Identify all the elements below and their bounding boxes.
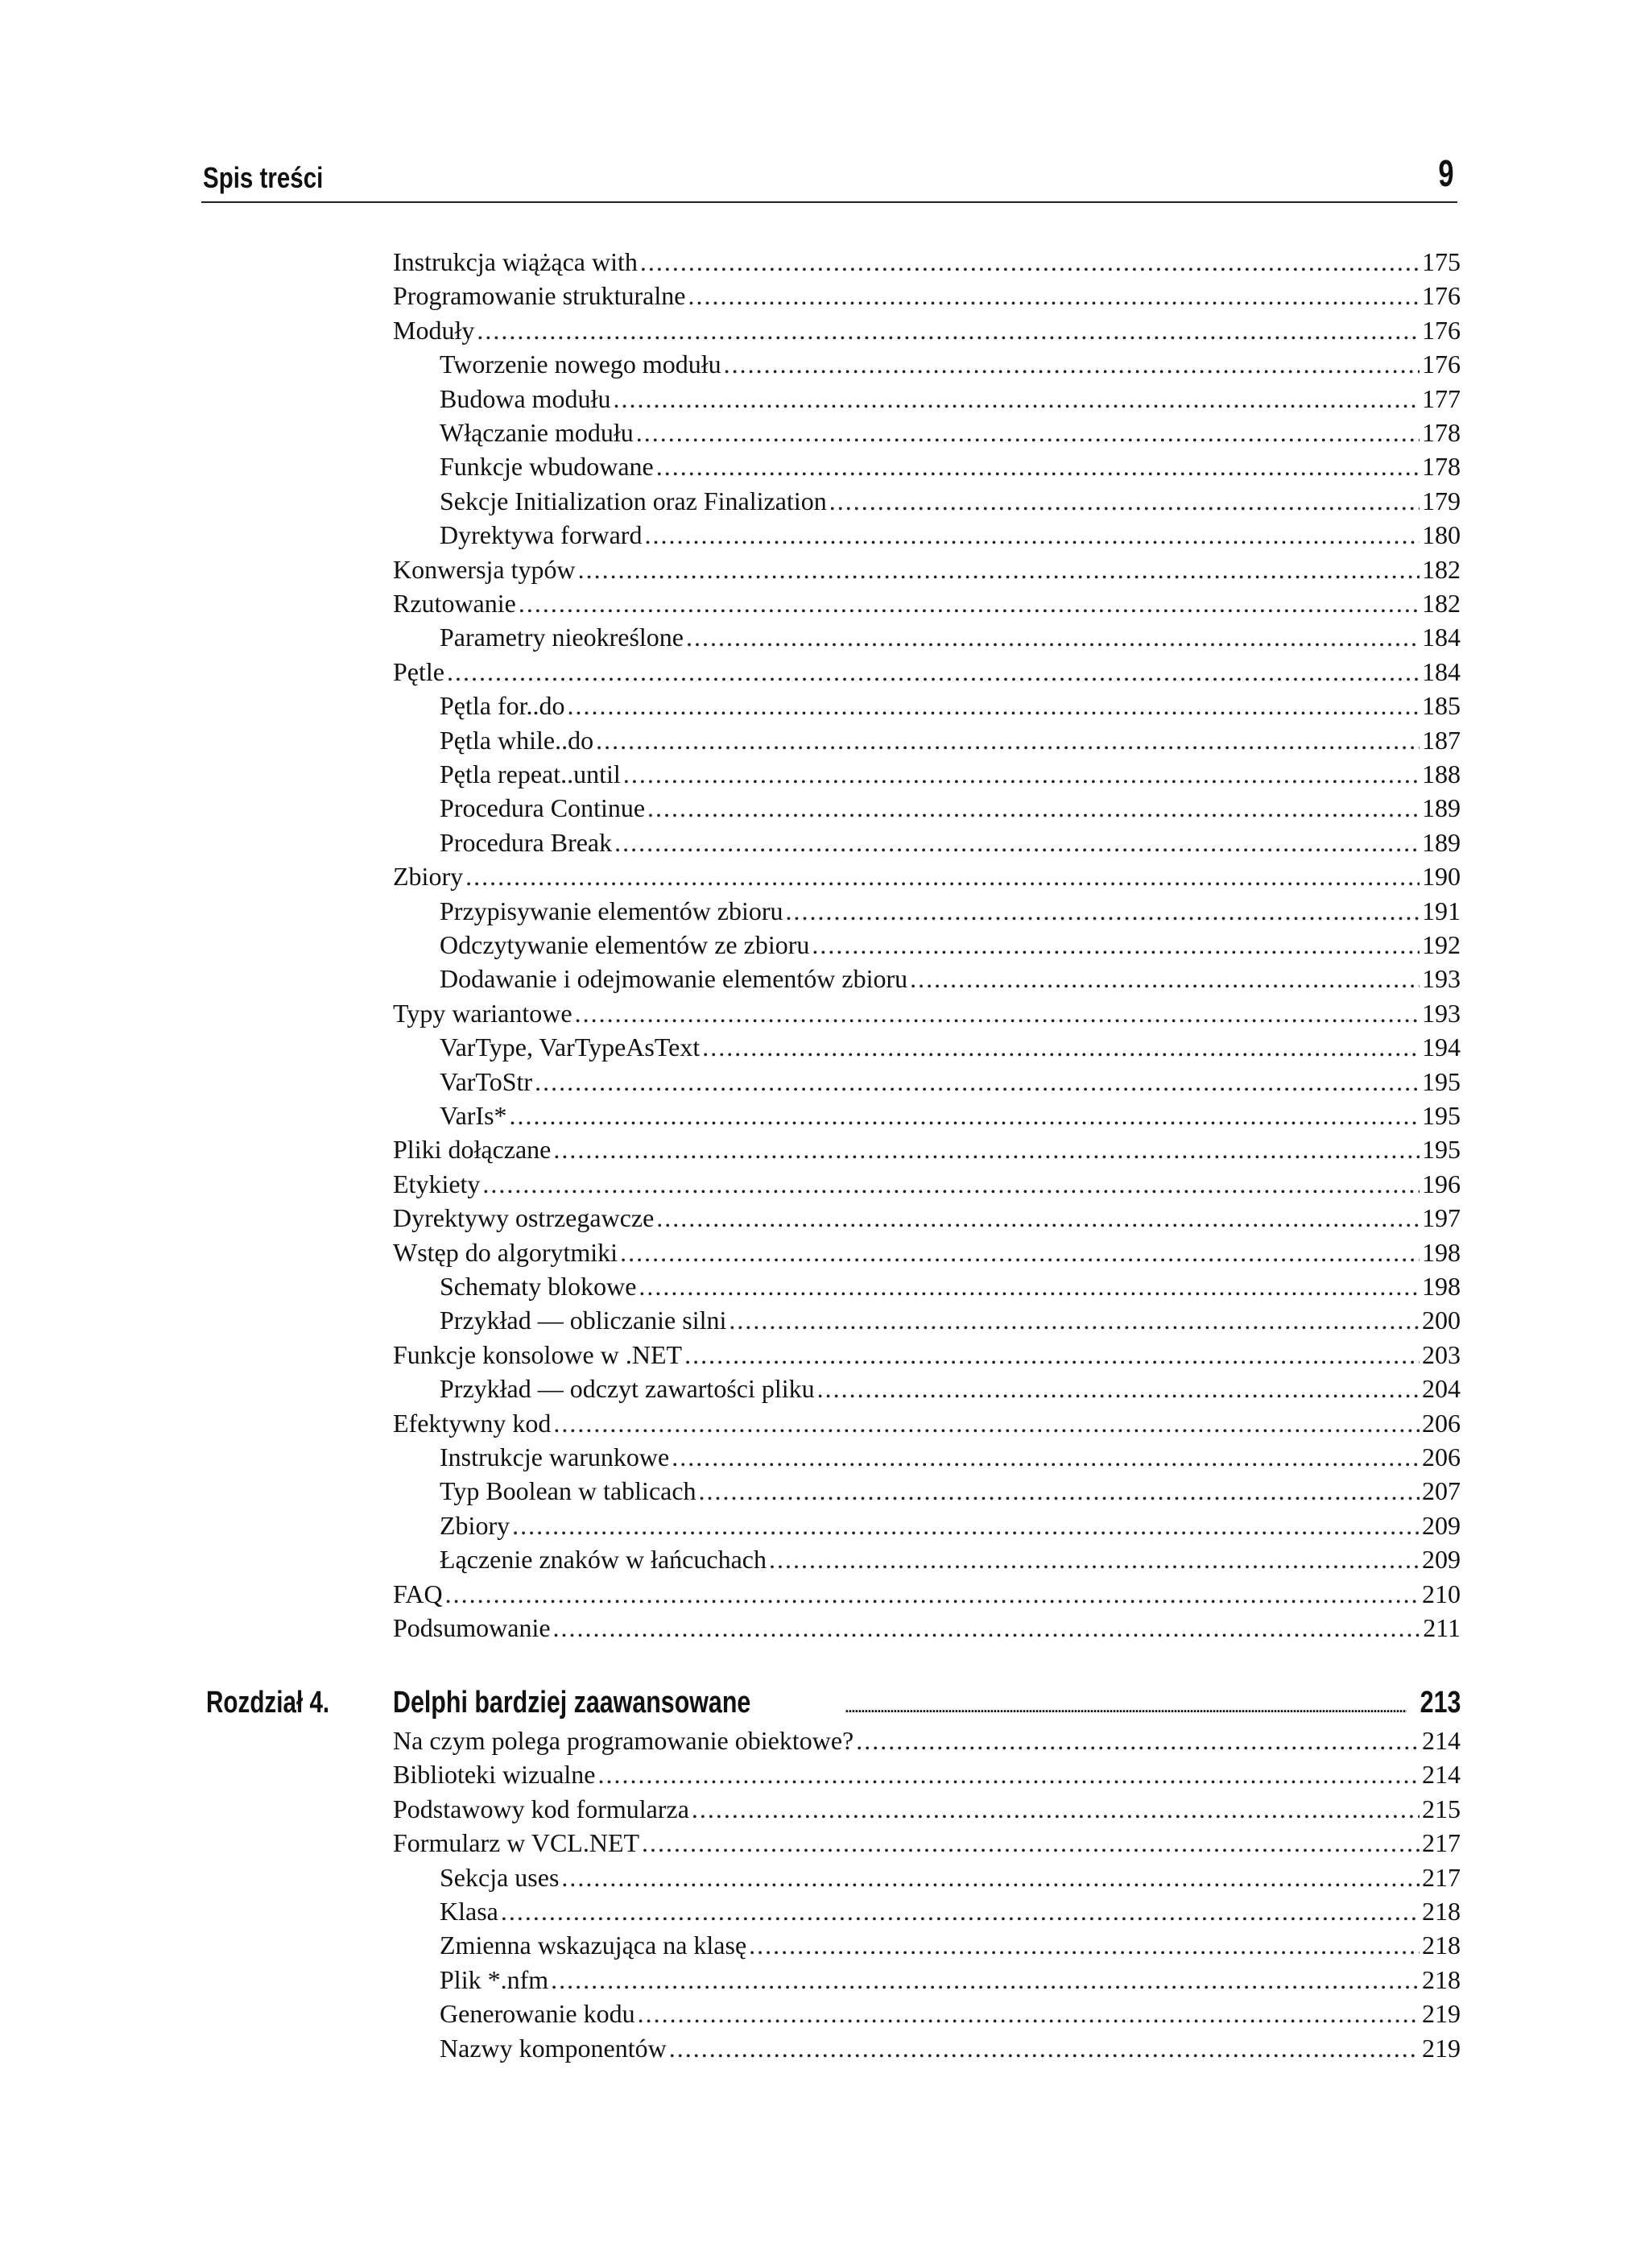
dot-leader bbox=[699, 1474, 1420, 1508]
toc-entry bbox=[393, 1132, 1461, 1166]
toc-entry-title: Przykład — obliczanie silni bbox=[440, 1306, 727, 1335]
toc-entry bbox=[393, 1611, 1461, 1645]
dot-leader bbox=[640, 245, 1420, 279]
toc-entry-page: 189 bbox=[1422, 827, 1461, 857]
toc-entry bbox=[393, 1201, 1461, 1235]
toc-entry bbox=[440, 2031, 1461, 2065]
dot-leader bbox=[656, 449, 1420, 483]
toc-entry-title: Moduły bbox=[393, 315, 475, 345]
toc-entry-title: Plik *.nfm bbox=[440, 1964, 549, 1994]
dot-leader bbox=[535, 1065, 1420, 1099]
toc-entry bbox=[393, 996, 1461, 1030]
toc-entry-page: 188 bbox=[1422, 759, 1461, 788]
chapter-heading bbox=[201, 1677, 1461, 1725]
toc-entry-title: VarType, VarTypeAsText bbox=[440, 1033, 701, 1062]
toc-entry-title: Sekcje Initialization oraz Finalization bbox=[440, 486, 827, 515]
dot-leader bbox=[575, 996, 1420, 1030]
toc-entry-title: Parametry nieokreślone bbox=[440, 623, 684, 652]
dot-leader bbox=[596, 723, 1420, 757]
toc-entry-page: 197 bbox=[1422, 1203, 1461, 1233]
toc-entry-page: 184 bbox=[1422, 623, 1461, 652]
toc-entry-page: 194 bbox=[1422, 1033, 1461, 1062]
dot-leader bbox=[724, 347, 1420, 381]
toc-entry-page: 218 bbox=[1422, 1897, 1461, 1926]
dot-leader bbox=[553, 1132, 1420, 1166]
toc-entry-page: 217 bbox=[1422, 1828, 1461, 1858]
toc-entry-page: 182 bbox=[1422, 554, 1461, 584]
toc-entry-page: 203 bbox=[1422, 1339, 1461, 1369]
dot-leader bbox=[561, 1860, 1420, 1894]
toc-entry-title: Etykiety bbox=[393, 1169, 481, 1198]
toc-entry bbox=[440, 894, 1461, 928]
toc-entry bbox=[440, 382, 1461, 416]
toc-entry bbox=[393, 1757, 1461, 1791]
toc-entry-page: 214 bbox=[1422, 1760, 1461, 1790]
chapter-dot-leader bbox=[845, 1699, 1406, 1716]
toc-entry bbox=[440, 1894, 1461, 1928]
toc-entry-page: 178 bbox=[1422, 452, 1461, 482]
toc-entry bbox=[440, 1963, 1461, 1997]
dot-leader bbox=[910, 962, 1420, 995]
toc-entry-page: 187 bbox=[1422, 725, 1461, 755]
toc-entry-page: 198 bbox=[1422, 1272, 1461, 1301]
toc-entry bbox=[393, 1826, 1461, 1860]
toc-entry-page: 184 bbox=[1422, 656, 1461, 686]
toc-entry-page: 192 bbox=[1422, 930, 1461, 959]
toc-entry-title: Pętla while..do bbox=[440, 725, 594, 755]
dot-leader bbox=[638, 1997, 1420, 2030]
toc-entry bbox=[440, 757, 1461, 791]
toc-entry bbox=[393, 245, 1461, 279]
chapter-title: Delphi bardziej zaawansowane bbox=[393, 1686, 751, 1720]
toc-entry-page: 195 bbox=[1422, 1101, 1461, 1130]
chapter-label: Rozdział 4. bbox=[206, 1686, 330, 1720]
toc-entry-page: 176 bbox=[1422, 315, 1461, 345]
toc-entry-page: 218 bbox=[1422, 1964, 1461, 1994]
toc-entry-page: 177 bbox=[1422, 383, 1461, 413]
toc-entry bbox=[393, 1338, 1461, 1372]
dot-leader bbox=[620, 1235, 1420, 1269]
toc-entry bbox=[440, 826, 1461, 859]
toc-entry bbox=[393, 553, 1461, 586]
toc-entry-title: Pętle bbox=[393, 656, 444, 686]
toc-entry-title: Budowa modułu bbox=[440, 383, 611, 413]
running-header-title: Spis treści bbox=[203, 161, 324, 194]
toc-entry-title: Przykład — odczyt zawartości pliku bbox=[440, 1374, 815, 1404]
toc-entry bbox=[393, 655, 1461, 689]
toc-entry-page: 210 bbox=[1422, 1579, 1461, 1608]
toc-entry-title: FAQ bbox=[393, 1579, 443, 1608]
toc-entry bbox=[440, 449, 1461, 483]
toc-entry-title: Dyrektywy ostrzegawcze bbox=[393, 1203, 655, 1233]
toc-entry-page: 176 bbox=[1422, 281, 1461, 311]
toc-entry-title: Typ Boolean w tablicach bbox=[440, 1476, 696, 1506]
toc-entry-title: Klasa bbox=[440, 1897, 498, 1926]
toc-entry-title: Zbiory bbox=[393, 862, 464, 892]
dot-leader bbox=[501, 1894, 1420, 1928]
toc-entry bbox=[440, 1474, 1461, 1508]
toc-entry-title: Zmienna wskazująca na klasę bbox=[440, 1931, 747, 1960]
dot-leader bbox=[829, 484, 1420, 518]
toc-entry-title: Typy wariantowe bbox=[393, 998, 572, 1028]
toc-entry-title: Podstawowy kod formularza bbox=[393, 1794, 689, 1823]
toc-entry-title: VarIs* bbox=[440, 1101, 507, 1130]
toc-entry-title: Podsumowanie bbox=[393, 1613, 551, 1642]
dot-leader bbox=[598, 1757, 1420, 1791]
dot-leader bbox=[447, 655, 1420, 689]
dot-leader bbox=[688, 279, 1420, 312]
toc-entry bbox=[393, 1724, 1461, 1757]
toc-entry-page: 190 bbox=[1422, 862, 1461, 892]
toc-entry-page: 179 bbox=[1422, 486, 1461, 515]
toc-entry-page: 209 bbox=[1422, 1510, 1461, 1540]
dot-leader bbox=[519, 586, 1420, 620]
dot-leader bbox=[613, 382, 1420, 416]
toc-entry-title: Instrukcje warunkowe bbox=[440, 1442, 670, 1471]
toc-entry-title: Programowanie strukturalne bbox=[393, 281, 686, 311]
toc-entry bbox=[440, 1065, 1461, 1099]
toc-entry-page: 193 bbox=[1422, 964, 1461, 994]
toc-entry-title: Funkcje konsolowe w .NET bbox=[393, 1339, 683, 1369]
toc-entry bbox=[440, 416, 1461, 449]
toc-entry-title: Nazwy komponentów bbox=[440, 2033, 667, 2063]
toc-entry-page: 211 bbox=[1423, 1613, 1461, 1642]
running-header bbox=[201, 153, 1457, 203]
toc-entry-page: 200 bbox=[1422, 1306, 1461, 1335]
dot-leader bbox=[786, 894, 1420, 928]
dot-leader bbox=[692, 1792, 1420, 1826]
toc-entry-page: 215 bbox=[1422, 1794, 1461, 1823]
toc-entry bbox=[440, 1372, 1461, 1405]
toc-entry-title: Funkcje wbudowane bbox=[440, 452, 654, 482]
dot-leader bbox=[669, 2031, 1420, 2065]
toc-entry bbox=[440, 689, 1461, 722]
dot-leader bbox=[817, 1372, 1420, 1405]
dot-leader bbox=[656, 1201, 1420, 1235]
dot-leader bbox=[644, 518, 1420, 552]
dot-leader bbox=[729, 1303, 1420, 1337]
toc-entry bbox=[393, 1792, 1461, 1826]
toc-entry-page: 198 bbox=[1422, 1237, 1461, 1267]
dot-leader bbox=[477, 313, 1420, 347]
toc-entry-page: 180 bbox=[1422, 520, 1461, 550]
dot-leader bbox=[636, 416, 1420, 449]
toc-entry bbox=[393, 313, 1461, 347]
toc-entry-title: Dodawanie i odejmowanie elementów zbioru bbox=[440, 964, 908, 994]
toc-entry-title: Włączanie modułu bbox=[440, 418, 634, 447]
dot-leader bbox=[769, 1542, 1420, 1576]
toc-entry-page: 219 bbox=[1422, 2033, 1461, 2063]
toc-entry-page: 189 bbox=[1422, 793, 1461, 823]
toc-entry bbox=[440, 1030, 1461, 1064]
dot-leader bbox=[551, 1963, 1420, 1997]
toc-entry-page: 196 bbox=[1422, 1169, 1461, 1198]
toc-entry-page: 204 bbox=[1422, 1374, 1461, 1404]
toc-entry bbox=[440, 1440, 1461, 1474]
toc-entry bbox=[393, 1577, 1461, 1611]
toc-entry-title: Odczytywanie elementów ze zbioru bbox=[440, 930, 810, 959]
toc-entry-title: Dyrektywa forward bbox=[440, 520, 643, 550]
dot-leader bbox=[445, 1577, 1420, 1611]
dot-leader bbox=[639, 1269, 1420, 1303]
toc-entry bbox=[393, 586, 1461, 620]
toc-entry bbox=[440, 1509, 1461, 1542]
toc-entry-page: 219 bbox=[1422, 1999, 1461, 2029]
toc-entry-title: Generowanie kodu bbox=[440, 1999, 635, 2029]
toc-entry bbox=[440, 518, 1461, 552]
toc-entry-title: Łączenie znaków w łańcuchach bbox=[440, 1545, 767, 1575]
toc-entry-title: Instrukcja wiążąca with bbox=[393, 247, 638, 276]
dot-leader bbox=[553, 1406, 1420, 1440]
toc-entry bbox=[440, 1860, 1461, 1894]
toc-entry-title: Przypisywanie elementów zbioru bbox=[440, 896, 783, 925]
dot-leader bbox=[623, 757, 1420, 791]
dot-leader bbox=[568, 689, 1420, 722]
toc-entry-page: 209 bbox=[1422, 1545, 1461, 1575]
toc-entry-title: Formularz w VCL.NET bbox=[393, 1828, 640, 1858]
toc-entry-title: Procedura Continue bbox=[440, 793, 646, 823]
toc-entry-title: Wstęp do algorytmiki bbox=[393, 1237, 618, 1267]
toc-entry-title: Pliki dołączane bbox=[393, 1135, 552, 1165]
toc-entry-page: 182 bbox=[1422, 589, 1461, 618]
toc-entry-page: 185 bbox=[1422, 691, 1461, 721]
toc-entry bbox=[440, 791, 1461, 825]
dot-leader bbox=[512, 1509, 1420, 1542]
toc-entry bbox=[440, 962, 1461, 995]
toc-entry-title: VarToStr bbox=[440, 1066, 533, 1096]
toc-entry-page: 217 bbox=[1422, 1862, 1461, 1892]
toc-entry bbox=[440, 1997, 1461, 2030]
toc-entry-page: 207 bbox=[1422, 1476, 1461, 1506]
toc-entry-title: Konwersja typów bbox=[393, 554, 576, 584]
toc-entry-title: Pętla for..do bbox=[440, 691, 565, 721]
toc-entry-title: Zbiory bbox=[440, 1510, 510, 1540]
toc-entry bbox=[440, 347, 1461, 381]
dot-leader bbox=[672, 1440, 1420, 1474]
toc-entry-page: 214 bbox=[1422, 1726, 1461, 1755]
toc-entry-title: Efektywny kod bbox=[393, 1408, 552, 1438]
dot-leader bbox=[553, 1611, 1421, 1645]
toc-entry bbox=[440, 484, 1461, 518]
toc-entry bbox=[440, 1099, 1461, 1132]
dot-leader bbox=[684, 1338, 1420, 1372]
dot-leader bbox=[510, 1099, 1420, 1132]
toc-entry bbox=[440, 1542, 1461, 1576]
toc-entry-title: Tworzenie nowego modułu bbox=[440, 350, 721, 379]
toc-entry-page: 175 bbox=[1422, 247, 1461, 276]
chapter-page-number: 213 bbox=[1420, 1686, 1461, 1720]
toc-entry-title: Na czym polega programowanie obiektowe? bbox=[393, 1726, 854, 1755]
toc-entry bbox=[440, 1928, 1461, 1962]
toc-entry bbox=[393, 1406, 1461, 1440]
dot-leader bbox=[482, 1167, 1420, 1201]
toc-entry bbox=[440, 723, 1461, 757]
dot-leader bbox=[647, 791, 1420, 825]
toc-entry-page: 195 bbox=[1422, 1135, 1461, 1165]
toc-entry-title: Biblioteki wizualne bbox=[393, 1760, 596, 1790]
toc-entry bbox=[440, 928, 1461, 962]
toc-entry-page: 206 bbox=[1422, 1442, 1461, 1471]
toc-entry bbox=[393, 1235, 1461, 1269]
toc-entry bbox=[440, 1303, 1461, 1337]
toc-entry-page: 178 bbox=[1422, 418, 1461, 447]
dot-leader bbox=[686, 620, 1420, 654]
dot-leader bbox=[856, 1724, 1420, 1757]
dot-leader bbox=[614, 826, 1420, 859]
dot-leader bbox=[465, 859, 1420, 893]
dot-leader bbox=[812, 928, 1420, 962]
toc-entry-title: Pętla repeat..until bbox=[440, 759, 621, 788]
toc-entry-page: 206 bbox=[1422, 1408, 1461, 1438]
toc-entry-title: Procedura Break bbox=[440, 827, 613, 857]
toc-entry bbox=[393, 859, 1461, 893]
dot-leader bbox=[702, 1030, 1420, 1064]
toc-entry-title: Sekcja uses bbox=[440, 1862, 560, 1892]
toc-entry-page: 218 bbox=[1422, 1931, 1461, 1960]
dot-leader bbox=[642, 1826, 1420, 1860]
dot-leader bbox=[749, 1928, 1420, 1962]
toc-entry bbox=[440, 1269, 1461, 1303]
dot-leader bbox=[578, 553, 1420, 586]
toc-entry-title: Rzutowanie bbox=[393, 589, 516, 618]
toc-entry-title: Schematy blokowe bbox=[440, 1272, 637, 1301]
toc-entry bbox=[440, 620, 1461, 654]
toc-entry-page: 195 bbox=[1422, 1066, 1461, 1096]
toc-entry-page: 191 bbox=[1422, 896, 1461, 925]
toc-entry-page: 193 bbox=[1422, 998, 1461, 1028]
toc-entry-page: 176 bbox=[1422, 350, 1461, 379]
toc-entry bbox=[393, 279, 1461, 312]
chapter-title-line bbox=[393, 1686, 1461, 1720]
page-number: 9 bbox=[1438, 152, 1454, 194]
toc-entry bbox=[393, 1167, 1461, 1201]
